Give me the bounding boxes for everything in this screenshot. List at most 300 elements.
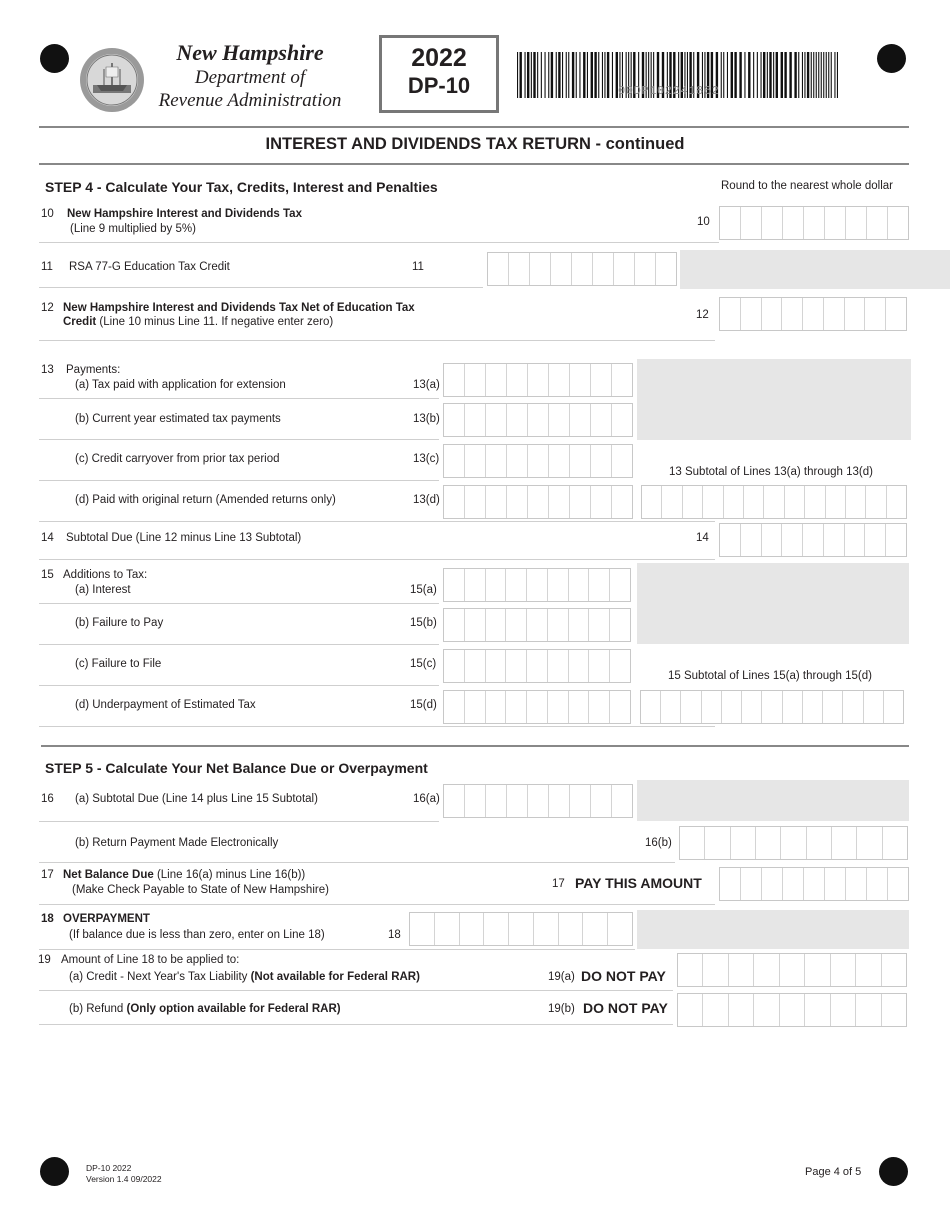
digit-cell[interactable] — [720, 524, 741, 556]
digit-cell[interactable] — [614, 253, 635, 285]
digit-cell[interactable] — [780, 954, 805, 986]
digit-cell[interactable] — [612, 445, 632, 477]
barcode-bar — [757, 52, 758, 98]
barcode-bar — [816, 52, 817, 98]
line18-sub: (If balance due is less than zero, enter on Line 18) — [69, 929, 325, 941]
digit-cell[interactable] — [444, 364, 465, 396]
digit-cell[interactable] — [559, 913, 584, 945]
digit-cell[interactable] — [831, 994, 856, 1026]
digit-cell[interactable] — [570, 364, 591, 396]
digit-cell[interactable] — [846, 486, 866, 518]
digit-cell[interactable] — [591, 445, 612, 477]
digit-cell[interactable] — [683, 486, 703, 518]
digit-cell[interactable] — [486, 691, 507, 723]
line15a-label: (a) Interest — [75, 584, 131, 596]
barcode-bar — [598, 52, 599, 98]
digit-cell[interactable] — [635, 253, 656, 285]
digit-cell[interactable] — [764, 486, 784, 518]
line17-sub: (Make Check Payable to State of New Hampshire) — [72, 884, 329, 896]
line12-number: 12 — [41, 302, 54, 314]
digit-cell[interactable] — [642, 486, 662, 518]
do-not-pay-label: DO NOT PAY — [583, 1000, 668, 1016]
digit-cell[interactable] — [569, 650, 590, 682]
digit-cell[interactable] — [803, 298, 824, 330]
digit-cell[interactable] — [702, 691, 722, 723]
digit-cell[interactable] — [867, 868, 888, 900]
barcode-bar — [558, 52, 560, 98]
step5-heading: STEP 5 - Calculate Your Net Balance Due or Overpayment — [45, 760, 428, 776]
digit-cell[interactable] — [528, 486, 549, 518]
line16a-amount-field[interactable] — [443, 784, 633, 818]
divider — [39, 559, 715, 560]
digit-cell[interactable] — [528, 364, 549, 396]
digit-cell[interactable] — [486, 486, 507, 518]
digit-cell[interactable] — [641, 691, 661, 723]
line15-subtotal-label: 15 Subtotal of Lines 15(a) through 15(d) — [668, 670, 872, 682]
line10-number: 10 — [41, 208, 54, 220]
digit-cell[interactable] — [825, 868, 846, 900]
line19b-box-label: 19(b) — [548, 1003, 575, 1015]
barcode-bar — [804, 52, 805, 98]
line19b-amount-field[interactable] — [677, 993, 907, 1027]
digit-cell[interactable] — [507, 486, 528, 518]
line11-amount-field[interactable] — [487, 252, 677, 286]
barcode-bar — [583, 52, 585, 98]
line16b-box-label: 16(b) — [645, 837, 672, 849]
line15b-box-label: 15(b) — [410, 617, 437, 629]
digit-cell[interactable] — [593, 253, 614, 285]
line15-number: 15 — [41, 569, 54, 581]
line15b-label: (b) Failure to Pay — [75, 617, 164, 629]
line15c-amount-field[interactable] — [443, 649, 631, 683]
barcode-bar — [576, 52, 577, 98]
digit-cell[interactable] — [731, 827, 756, 859]
digit-cell[interactable] — [460, 913, 485, 945]
barcode-bar — [602, 52, 603, 98]
line14-amount-field[interactable] — [719, 523, 907, 557]
barcode-bar — [761, 52, 762, 98]
digit-cell[interactable] — [506, 609, 527, 641]
line19b-label: (b) Refund (Only option available for Federal RAR) — [69, 1003, 341, 1015]
digit-cell[interactable] — [548, 691, 569, 723]
registration-mark — [877, 44, 906, 73]
digit-cell[interactable] — [882, 954, 906, 986]
digit-cell[interactable] — [843, 691, 863, 723]
digit-cell[interactable] — [444, 486, 465, 518]
digit-cell[interactable] — [548, 650, 569, 682]
digit-cell[interactable] — [681, 691, 701, 723]
digit-cell[interactable] — [783, 691, 803, 723]
digit-cell[interactable] — [486, 609, 507, 641]
digit-cell[interactable] — [782, 298, 803, 330]
barcode-bar — [834, 52, 835, 98]
line19a-amount-field[interactable] — [677, 953, 907, 987]
barcode-bar — [572, 52, 574, 98]
digit-cell[interactable] — [824, 298, 845, 330]
digit-cell[interactable] — [465, 364, 486, 396]
digit-cell[interactable] — [741, 207, 762, 239]
digit-cell[interactable] — [444, 785, 465, 817]
digit-cell[interactable] — [610, 569, 630, 601]
digit-cell[interactable] — [486, 364, 507, 396]
round-note: Round to the nearest whole dollar — [721, 180, 893, 192]
digit-cell[interactable] — [832, 827, 857, 859]
digit-cell[interactable] — [506, 569, 527, 601]
registration-mark — [40, 1157, 69, 1186]
digit-cell[interactable] — [583, 913, 608, 945]
barcode-bar — [612, 52, 613, 98]
line18-amount-field[interactable] — [409, 912, 633, 946]
digit-cell[interactable] — [729, 994, 754, 1026]
digit-cell[interactable] — [782, 524, 803, 556]
digit-cell[interactable] — [886, 298, 906, 330]
digit-cell[interactable] — [662, 486, 682, 518]
divider — [39, 904, 715, 905]
barcode-bar — [527, 52, 529, 98]
digit-cell[interactable] — [866, 486, 886, 518]
digit-cell[interactable] — [465, 569, 486, 601]
digit-cell[interactable] — [762, 691, 782, 723]
digit-cell[interactable] — [444, 445, 465, 477]
digit-cell[interactable] — [591, 364, 612, 396]
line13b-amount-field[interactable] — [443, 403, 633, 437]
digit-cell[interactable] — [804, 868, 825, 900]
line15d-amount-field[interactable] — [443, 690, 631, 724]
line13c-amount-field[interactable] — [443, 444, 633, 478]
digit-cell[interactable] — [527, 650, 548, 682]
divider — [39, 340, 715, 341]
barcode-bar — [556, 52, 557, 98]
line13b-box-label: 13(b) — [413, 413, 440, 425]
digit-cell[interactable] — [486, 445, 507, 477]
header-dept-line1: Department of — [194, 67, 306, 88]
line19a-box-label: 19(a) — [548, 971, 575, 983]
digit-cell[interactable] — [589, 650, 610, 682]
digit-cell[interactable] — [549, 445, 570, 477]
digit-cell[interactable] — [785, 486, 805, 518]
divider — [39, 126, 909, 128]
digit-cell[interactable] — [612, 364, 632, 396]
line11-label: RSA 77-G Education Tax Credit — [69, 261, 230, 273]
barcode-bar — [807, 52, 809, 98]
line13a-amount-field[interactable] — [443, 363, 633, 397]
digit-cell[interactable] — [549, 364, 570, 396]
pay-this-amount-label: PAY THIS AMOUNT — [575, 875, 702, 891]
digit-cell[interactable] — [780, 994, 805, 1026]
line13d-label: (d) Paid with original return (Amended returns only) — [75, 494, 336, 506]
digit-cell[interactable] — [825, 207, 846, 239]
digit-cell[interactable] — [549, 486, 570, 518]
barcode-bar — [541, 52, 542, 98]
digit-cell[interactable] — [856, 954, 881, 986]
digit-cell[interactable] — [888, 868, 908, 900]
digit-cell[interactable] — [661, 691, 681, 723]
digit-cell[interactable] — [803, 691, 823, 723]
digit-cell[interactable] — [486, 569, 507, 601]
digit-cell[interactable] — [527, 691, 548, 723]
digit-cell[interactable] — [589, 569, 610, 601]
digit-cell[interactable] — [589, 609, 610, 641]
digit-cell[interactable] — [805, 954, 830, 986]
barcode-bar — [727, 52, 728, 98]
digit-cell[interactable] — [435, 913, 460, 945]
line19a-label: (a) Credit - Next Year's Tax Liability (Not available for Federal RAR) — [69, 971, 420, 983]
barcode-bar — [828, 52, 829, 98]
digit-cell[interactable] — [865, 524, 886, 556]
digit-cell[interactable] — [444, 569, 465, 601]
shaded-area — [637, 359, 911, 440]
digit-cell[interactable] — [783, 868, 804, 900]
barcode-bar — [811, 52, 812, 98]
digit-cell[interactable] — [548, 569, 569, 601]
divider — [39, 242, 719, 243]
line19-label: Amount of Line 18 to be applied to: — [61, 954, 240, 966]
digit-cell[interactable] — [527, 569, 548, 601]
barcode-bar — [831, 52, 832, 98]
digit-cell[interactable] — [678, 994, 703, 1026]
line13d-box-label: 13(d) — [413, 494, 440, 506]
digit-cell[interactable] — [465, 691, 486, 723]
digit-cell[interactable] — [551, 253, 572, 285]
digit-cell[interactable] — [807, 827, 832, 859]
digit-cell[interactable] — [569, 691, 590, 723]
barcode-bar — [723, 52, 724, 98]
digit-cell[interactable] — [724, 486, 744, 518]
line15b-amount-field[interactable] — [443, 608, 631, 642]
digit-cell[interactable] — [756, 827, 781, 859]
barcode-bar — [837, 52, 838, 98]
digit-cell[interactable] — [444, 650, 465, 682]
digit-cell[interactable] — [804, 207, 825, 239]
digit-cell[interactable] — [591, 785, 612, 817]
barcode-bar — [587, 52, 588, 98]
digit-cell[interactable] — [570, 486, 591, 518]
line10-amount-field[interactable] — [719, 206, 909, 240]
barcode-bar — [562, 52, 563, 98]
digit-cell[interactable] — [612, 785, 632, 817]
digit-cell[interactable] — [845, 524, 866, 556]
digit-cell[interactable] — [720, 207, 741, 239]
digit-cell[interactable] — [484, 913, 509, 945]
barcode-bar — [818, 52, 819, 98]
divider — [39, 480, 439, 481]
digit-cell[interactable] — [486, 404, 507, 436]
digit-cell[interactable] — [741, 298, 762, 330]
digit-cell[interactable] — [805, 994, 830, 1026]
digit-cell[interactable] — [465, 609, 486, 641]
digit-cell[interactable] — [783, 207, 804, 239]
digit-cell[interactable] — [549, 785, 570, 817]
digit-cell[interactable] — [826, 486, 846, 518]
barcode-bar — [794, 52, 796, 98]
digit-cell[interactable] — [823, 691, 843, 723]
digit-cell[interactable] — [762, 298, 783, 330]
header-state: New Hampshire — [176, 40, 324, 65]
line13c-label: (c) Credit carryover from prior tax period — [75, 453, 280, 465]
divider — [39, 287, 483, 288]
digit-cell[interactable] — [465, 445, 486, 477]
digit-cell[interactable] — [570, 785, 591, 817]
digit-cell[interactable] — [857, 827, 882, 859]
step4-heading: STEP 4 - Calculate Your Tax, Credits, Interest and Penalties — [45, 179, 438, 195]
digit-cell[interactable] — [720, 868, 741, 900]
digit-cell[interactable] — [722, 691, 742, 723]
digit-cell[interactable] — [506, 650, 527, 682]
digit-cell[interactable] — [741, 524, 762, 556]
digit-cell[interactable] — [720, 298, 741, 330]
digit-cell[interactable] — [465, 486, 486, 518]
digit-cell[interactable] — [781, 827, 806, 859]
digit-cell[interactable] — [486, 785, 507, 817]
digit-cell[interactable] — [528, 785, 549, 817]
digit-cell[interactable] — [680, 827, 705, 859]
digit-cell[interactable] — [612, 404, 632, 436]
line16b-amount-field[interactable] — [679, 826, 908, 860]
digit-cell[interactable] — [656, 253, 676, 285]
digit-cell[interactable] — [465, 785, 486, 817]
digit-cell[interactable] — [530, 253, 551, 285]
barcode-bar — [531, 52, 532, 98]
form-number: DP-10 — [407, 73, 471, 98]
barcode-bar — [776, 52, 778, 98]
divider — [39, 398, 439, 399]
digit-cell[interactable] — [444, 609, 465, 641]
digit-cell[interactable] — [846, 868, 867, 900]
digit-cell[interactable] — [506, 691, 527, 723]
digit-cell[interactable] — [612, 486, 632, 518]
barcode-bar — [802, 52, 803, 98]
line18-label: OVERPAYMENT — [63, 913, 150, 925]
form-year: 2022 — [411, 44, 467, 72]
digit-cell[interactable] — [589, 691, 610, 723]
digit-cell[interactable] — [744, 486, 764, 518]
digit-cell[interactable] — [534, 913, 559, 945]
digit-cell[interactable] — [610, 609, 630, 641]
digit-cell[interactable] — [465, 650, 486, 682]
digit-cell[interactable] — [884, 691, 903, 723]
digit-cell[interactable] — [507, 785, 528, 817]
digit-cell[interactable] — [608, 913, 632, 945]
digit-cell[interactable] — [572, 253, 593, 285]
digit-cell[interactable] — [805, 486, 825, 518]
barcode-bar — [548, 52, 549, 98]
line15a-amount-field[interactable] — [443, 568, 631, 602]
digit-cell[interactable] — [882, 994, 906, 1026]
digit-cell[interactable] — [549, 404, 570, 436]
barcode-bar — [721, 52, 722, 98]
digit-cell[interactable] — [705, 827, 730, 859]
digit-cell[interactable] — [883, 827, 907, 859]
digit-cell[interactable] — [610, 650, 630, 682]
digit-cell[interactable] — [762, 207, 783, 239]
line10-label: New Hampshire Interest and Dividends Tax — [67, 208, 302, 220]
header-dept-line2: Revenue Administration — [158, 90, 342, 111]
digit-cell[interactable] — [803, 524, 824, 556]
barcode-bar — [763, 52, 765, 98]
barcode-bar — [823, 52, 824, 98]
digit-cell[interactable] — [762, 524, 783, 556]
digit-cell[interactable] — [488, 253, 509, 285]
digit-cell[interactable] — [741, 868, 762, 900]
divider — [39, 726, 715, 727]
barcode-bar — [734, 52, 736, 98]
digit-cell[interactable] — [410, 913, 435, 945]
digit-cell[interactable] — [507, 445, 528, 477]
digit-cell[interactable] — [888, 207, 908, 239]
digit-cell[interactable] — [444, 404, 465, 436]
digit-cell[interactable] — [486, 650, 507, 682]
digit-cell[interactable] — [703, 994, 728, 1026]
digit-cell[interactable] — [856, 994, 881, 1026]
barcode-bar — [579, 52, 580, 98]
digit-cell[interactable] — [569, 609, 590, 641]
divider — [39, 1024, 673, 1025]
digit-cell[interactable] — [507, 404, 528, 436]
digit-cell[interactable] — [570, 445, 591, 477]
barcode-bar — [789, 52, 791, 98]
digit-cell[interactable] — [729, 954, 754, 986]
digit-cell[interactable] — [678, 954, 703, 986]
digit-cell[interactable] — [824, 524, 845, 556]
digit-cell[interactable] — [548, 609, 569, 641]
line17-amount-field[interactable] — [719, 867, 909, 901]
digit-cell[interactable] — [444, 691, 465, 723]
digit-cell[interactable] — [754, 994, 779, 1026]
digit-cell[interactable] — [509, 253, 530, 285]
digit-cell[interactable] — [703, 954, 728, 986]
digit-cell[interactable] — [846, 207, 867, 239]
line11-box-label: 11 — [412, 261, 424, 273]
barcode-bar — [781, 52, 783, 98]
digit-cell[interactable] — [864, 691, 884, 723]
digit-cell[interactable] — [465, 404, 486, 436]
barcode-bar — [784, 52, 786, 98]
line13d-amount-field[interactable] — [443, 485, 633, 519]
digit-cell[interactable] — [528, 404, 549, 436]
digit-cell[interactable] — [886, 524, 906, 556]
line16-number: 16 — [41, 793, 54, 805]
digit-cell[interactable] — [845, 298, 866, 330]
digit-cell[interactable] — [865, 298, 886, 330]
line12-amount-field[interactable] — [719, 297, 907, 331]
digit-cell[interactable] — [507, 364, 528, 396]
divider — [39, 685, 439, 686]
line15-subtotal-field[interactable] — [640, 690, 904, 724]
digit-cell[interactable] — [509, 913, 534, 945]
digit-cell[interactable] — [867, 207, 888, 239]
digit-cell[interactable] — [754, 954, 779, 986]
shaded-area — [637, 910, 909, 949]
digit-cell[interactable] — [703, 486, 723, 518]
digit-cell[interactable] — [570, 404, 591, 436]
digit-cell[interactable] — [591, 486, 612, 518]
line12-label: New Hampshire Interest and Dividends Tax Net of Education Tax — [63, 302, 415, 314]
digit-cell[interactable] — [742, 691, 762, 723]
line13a-label: (a) Tax paid with application for extension — [75, 379, 286, 391]
line14-label: Subtotal Due (Line 12 minus Line 13 Subtotal) — [66, 532, 302, 544]
digit-cell[interactable] — [831, 954, 856, 986]
digit-cell[interactable] — [610, 691, 630, 723]
line13-subtotal-field[interactable] — [641, 485, 907, 519]
line17-number: 17 — [41, 869, 54, 881]
digit-cell[interactable] — [591, 404, 612, 436]
digit-cell[interactable] — [569, 569, 590, 601]
digit-cell[interactable] — [762, 868, 783, 900]
digit-cell[interactable] — [528, 445, 549, 477]
digit-cell[interactable] — [887, 486, 906, 518]
digit-cell[interactable] — [527, 609, 548, 641]
line19-number: 19 — [38, 954, 51, 966]
